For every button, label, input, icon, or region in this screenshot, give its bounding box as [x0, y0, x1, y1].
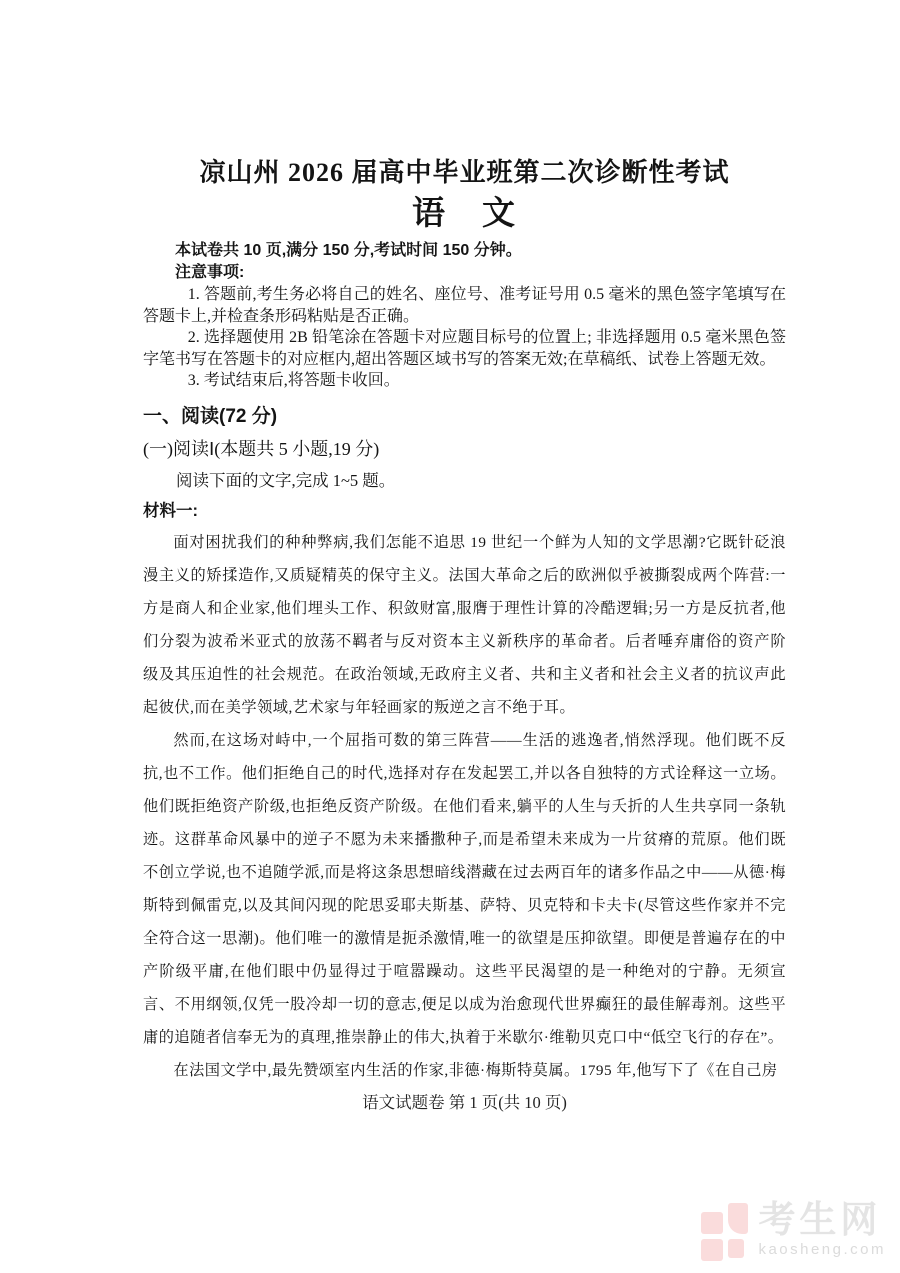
exam-info-line: 本试卷共 10 页,满分 150 分,考试时间 150 分钟。: [175, 242, 522, 259]
reading-instruction: 阅读下面的文字,完成 1~5 题。: [176, 470, 396, 490]
page-footer: 语文试题卷 第 1 页(共 10 页): [362, 1093, 567, 1112]
notice-heading: 注意事项:: [175, 264, 245, 281]
material-paragraph: 在法国文学中,最先赞颂室内生活的作家,非德·梅斯特莫属。1795 年,他写下了《在自己房: [173, 1061, 778, 1079]
exam-paper-page: [143, 0, 786, 1087]
material-one-label: 材料一:: [143, 501, 198, 520]
material-paragraph: 面对困扰我们的种种弊病,我们怎能不追思 19 世纪一个鲜为人知的文学思潮?它既针砭浪漫主义的矫揉造作,又质疑精英的保守主义。法国大革命之后的欧洲似乎被撕裂成两个阵营:一方是商人和企业家,他们埋头工作、积敛财富,服膺于理性计算的冷酷逻辑;另一方是反抗者,他们分裂为波希米亚式的放荡不羁者与反对资本主义新秩序的革命者。后者唾弃庸俗的资产阶级及其压迫性的社会规范。在政治领域,无政府主义者、共和主义者和社会主义者的抗议声此起彼伏,而在美学领域,艺术家与年轻画家的叛逆之言不绝于耳。: [143, 533, 786, 716]
watermark-domain: kaosheng.com: [758, 1241, 886, 1258]
notice-item-2: 2. 选择题使用 2B 铅笔涂在答题卡对应题目标号的位置上; 非选择题用 0.5 毫米黑色签字笔书写在答题卡的对应框内,超出答题区域书写的答案无效;在草稿纸、试卷上答题无效。: [143, 329, 786, 368]
subsection-heading-reading-1: (一)阅读Ⅰ(本题共 5 小题,19 分): [143, 438, 380, 459]
kaosheng-watermark: [701, 1201, 886, 1263]
material-paragraph: 然而,在这场对峙中,一个屈指可数的第三阵营——生活的逃逸者,悄然浮现。他们既不反抗,也不工作。他们拒绝自己的时代,选择对存在发起罢工,并以各自独特的方式诠释这一立场。他们既拒绝资产阶级,也拒绝反资产阶级。在他们看来,躺平的人生与夭折的人生共享同一条轨迹。这群革命风暴中的逆子不愿为未来播撒种子,而是希望未来成为一片贫瘠的荒原。他们既不创立学说,也不追随学派,而是将这条思想暗线潜藏在过去两百年的诸多作品之中——从德·梅斯特到佩雷克,以及其间闪现的陀思妥耶夫斯基、萨特、贝克特和卡夫卡(尽管这些作家并不完全符合这一思潮)。他们唯一的激情是扼杀激情,唯一的欲望是压抑欲望。即便是普遍存在的中产阶级平庸,在他们眼中仍显得过于喧嚣躁动。这些平民渴望的是一种绝对的宁静。无须宣言、不用纲领,仅凭一股冷却一切的意志,便足以成为治愈现代世界癫狂的最佳解毒剂。这些平庸的追随者信奉无为的真理,推崇静止的伟大,执着于米歇尔·维勒贝克口中“低空飞行的存在”。: [143, 731, 786, 1046]
watermark-text: [758, 1201, 886, 1258]
section-heading-reading: 一、阅读(72 分): [143, 405, 278, 427]
subject-title: 语 文: [412, 194, 517, 231]
watermark-site-name: 考生网: [758, 1199, 882, 1240]
notice-item-1: 1. 答题前,考生务必将自己的姓名、座位号、准考证号用 0.5 毫米的黑色签字笔填写在答题卡上,并检查条形码粘贴是否正确。: [143, 286, 786, 325]
kaosheng-logo-icon: [701, 1203, 751, 1263]
notice-item-3: 3. 考试结束后,将答题卡收回。: [187, 372, 400, 389]
exam-title: 凉山州 2026 届高中毕业班第二次诊断性考试: [199, 158, 730, 187]
